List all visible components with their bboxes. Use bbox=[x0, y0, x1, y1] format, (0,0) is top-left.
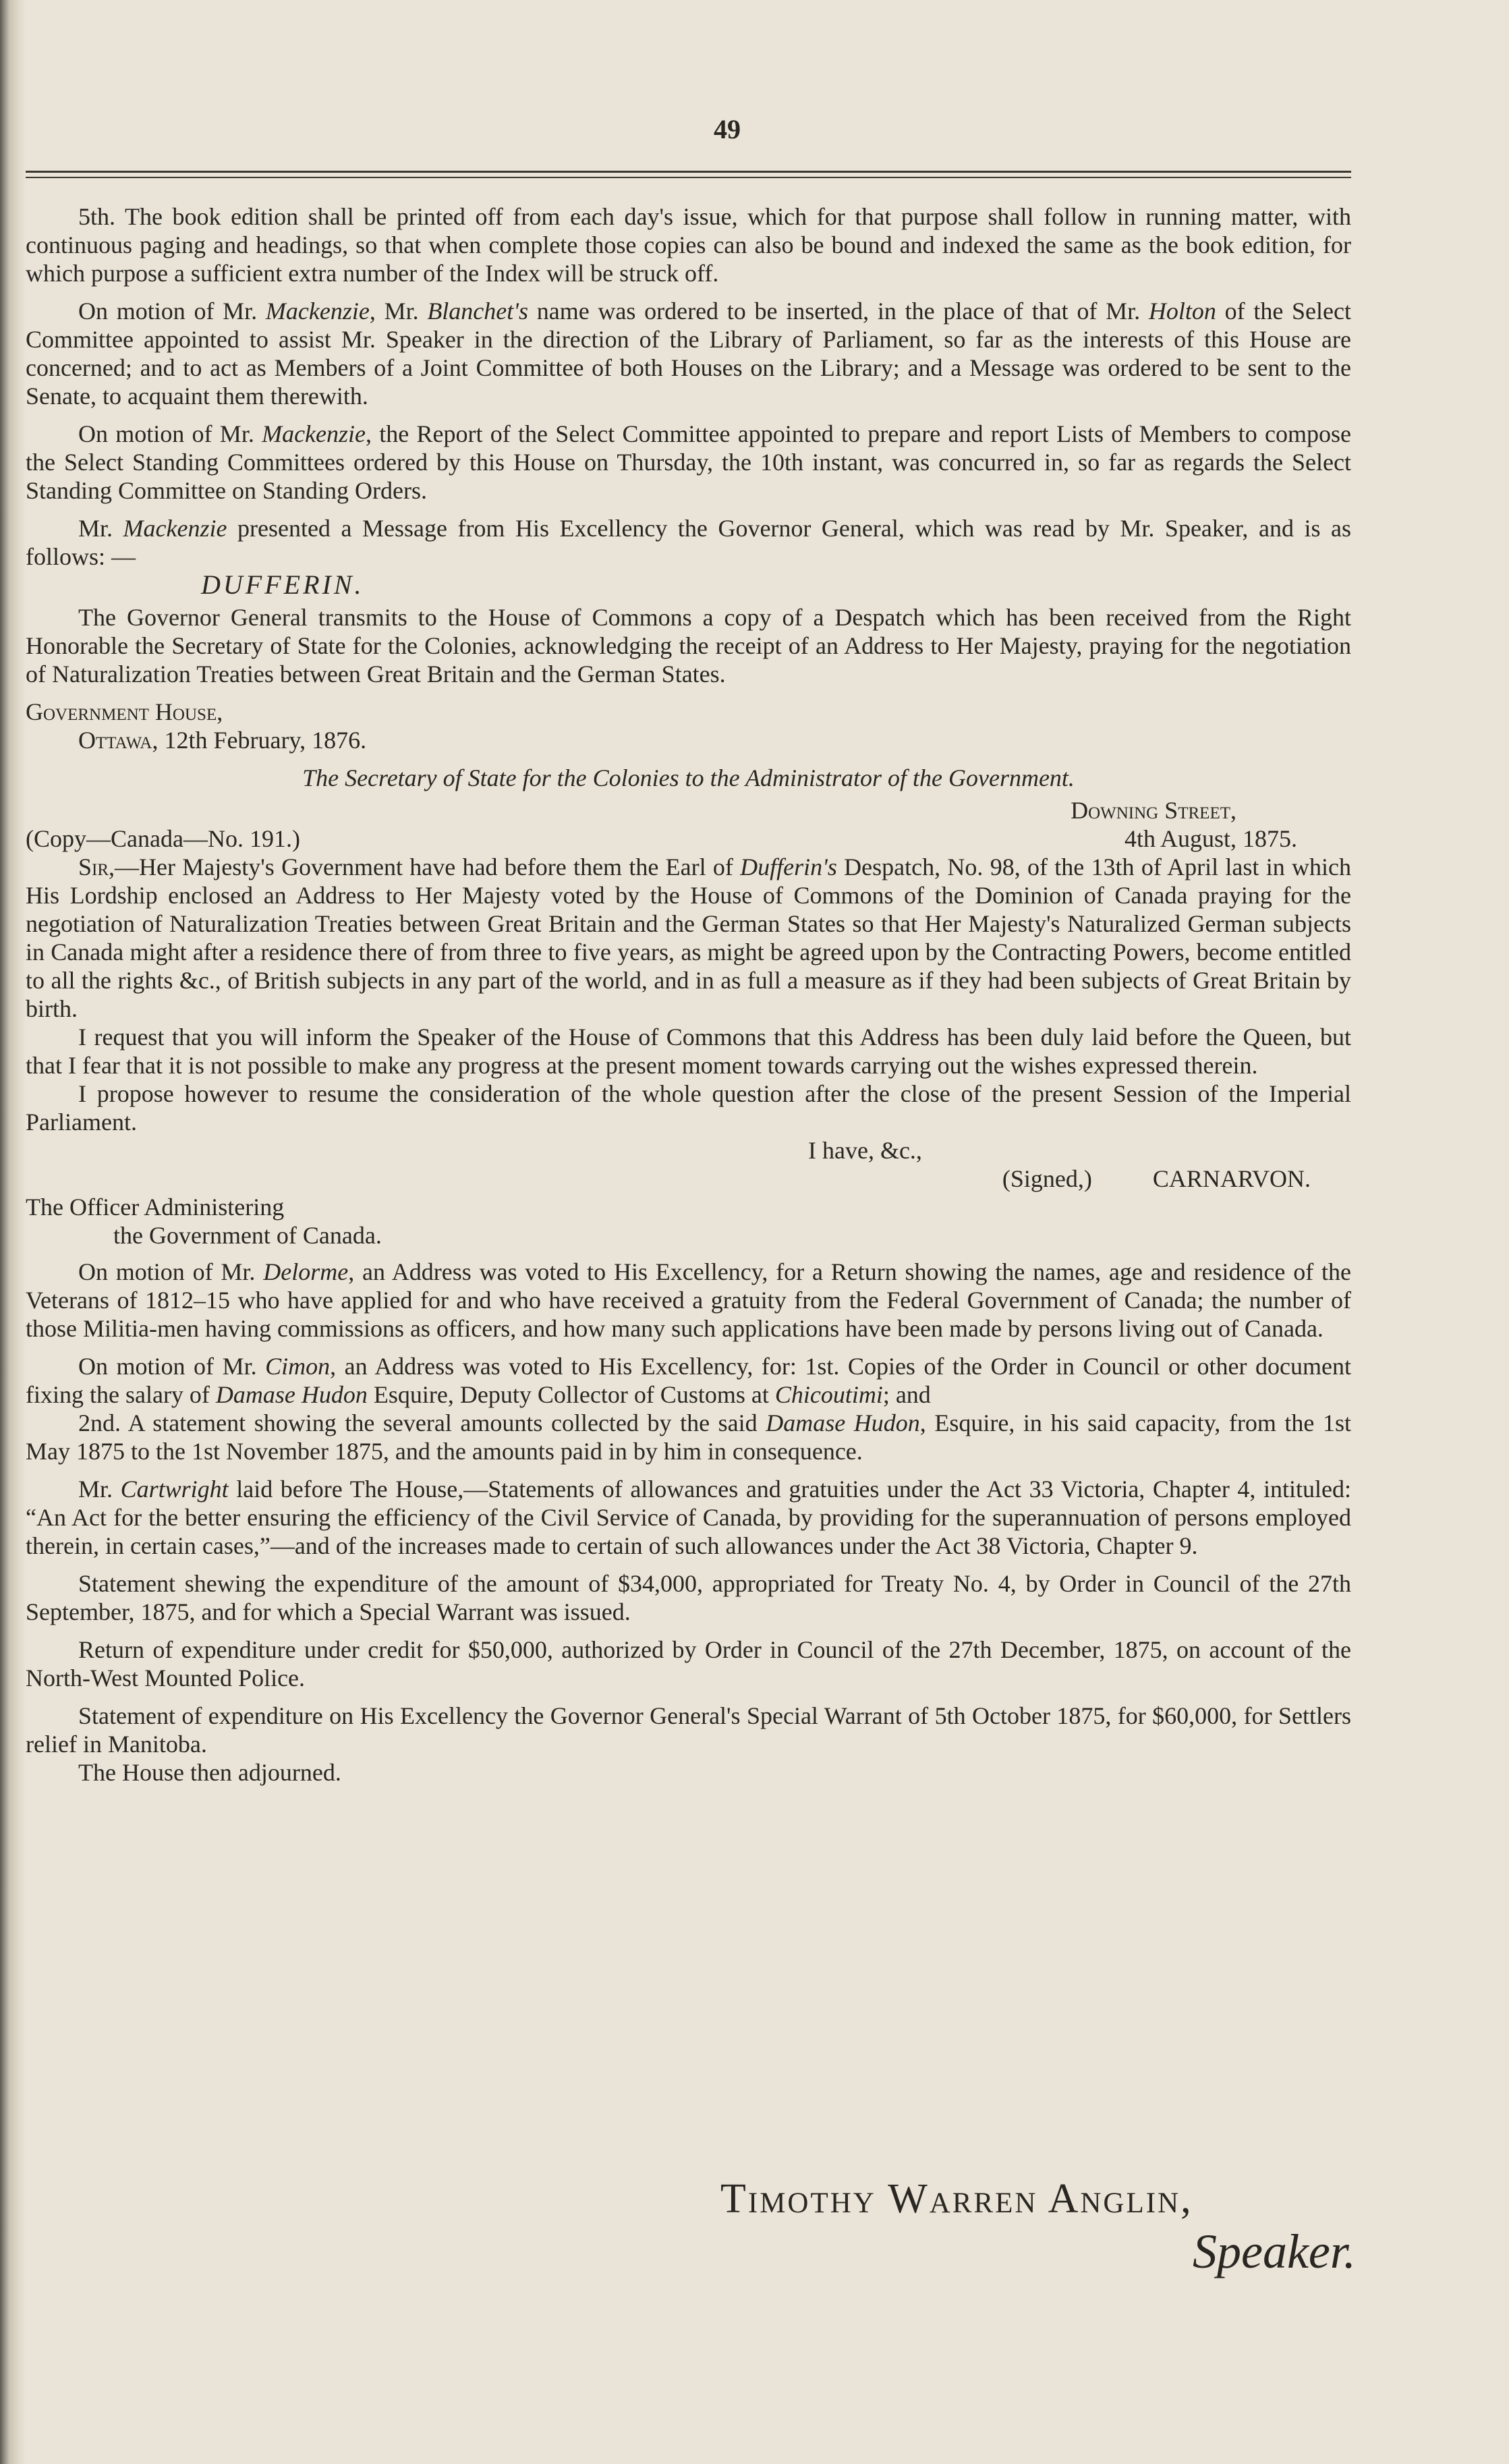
officer-line-2: the Government of Canada. bbox=[113, 1222, 382, 1249]
paragraph-standing-committees: On motion of Mr. Mackenzie, the Report of the Select Committee appointed to prepare and report Lists of Members to compose the Select Standing Committees ordered by this House on Thursday, the 10th instant, was concurred in, so far as regards the Select Standing Committee on Standing Orders. bbox=[26, 420, 1351, 504]
carnarvon-signature: CARNARVON. bbox=[1152, 1165, 1311, 1192]
paragraph-message-body: The Governor General transmits to the House of Commons a copy of a Despatch which has been received from the Right Honorable the Secretary of State for the Colonies, acknowledging the receipt of an Address to Her Majesty, praying for the negotiation of Naturalization Treaties between Great Britain and the German States. bbox=[26, 604, 1351, 688]
speaker-title: Speaker. bbox=[1193, 2224, 1356, 2278]
paragraph-cimon-2nd: 2nd. A statement showing the several amounts collected by the said Damase Hudon, Esquire, in his said capacity, from the 1st May 1875 to the 1st November 1875, and the amounts paid in by him in consequence. bbox=[26, 1409, 1351, 1465]
paragraph-message: Mr. Mackenzie presented a Message from His Excellency the Governor General, which was read by Mr. Speaker, and is as follows: — bbox=[26, 515, 1351, 570]
despatch-date: 4th August, 1875. bbox=[1124, 825, 1297, 852]
date-line: Ottawa, 12th February, 1876. bbox=[78, 727, 367, 754]
despatch-paragraph-3: I propose however to resume the consideration of the whole question after the close of the present Session of the Imperial Parliament. bbox=[26, 1080, 1351, 1136]
paragraph-manitoba-statement: Statement of expenditure on His Excellency the Governor General's Special Warrant of 5th October 1875, for $60,000, for Settlers relief in Manitoba. bbox=[26, 1702, 1351, 1758]
speaker-name: Timothy Warren Anglin, bbox=[720, 2176, 1193, 2222]
journal-text bbox=[26, 202, 1351, 1795]
speaker-signature-block bbox=[720, 2173, 1356, 2278]
copy-date-row bbox=[26, 824, 1351, 853]
despatch-paragraph-1: Sir,—Her Majesty's Government have had before them the Earl of Dufferin's Despatch, No. 98, of the 13th of April last in which His Lordship enclosed an Address to Her Majesty voted by the House of Commons of the Dominion of Canada praying for the negotiation of Naturalization Treaties between Great Britain and the German States so that Her Majesty's Naturalized German subjects in Canada might after a residence there of from three to five years, as might be agreed upon by the Contracting Powers, become entitled to all the rights &c., of British subjects in any part of the world, and in as full a measure as if they had been subjects of Great Britain by birth. bbox=[26, 853, 1351, 1022]
paragraph-adjourned: The House then adjourned. bbox=[78, 1759, 341, 1786]
dufferin-signature: DUFFERIN. bbox=[201, 569, 364, 600]
header-rule-thin bbox=[26, 177, 1351, 178]
paragraph-library-committee: On motion of Mr. Mackenzie, Mr. Blanchet's name was ordered to be inserted, in the place of that of Mr. Holton of the Select Committee appointed to assist Mr. Speaker in the direction of the Library of Parliament, so far as the interests of this House are concerned; and to act as Members of a Joint Committee of both Houses on the Library; and a Message was ordered to be sent to the Senate, to acquaint them therewith. bbox=[26, 298, 1351, 410]
paragraph-5th: 5th. The book edition shall be printed off from each day's issue, which for that purpose shall follow in running matter, with continuous paging and headings, so that when complete those copies can also be bound and indexed the same as the book edition, for which purpose a sufficient extra number of the Index will be struck off. bbox=[26, 203, 1351, 287]
paragraph-cartwright: Mr. Cartwright laid before The House,—Statements of allowances and gratuities under the Act 33 Victoria, Chapter 4, intituled: “An Act for the better ensuring the efficiency of the Civil Service of Canada, by providing for the superannuation of persons employed therein, in certain cases,”—and of the increases made to certain of such allowances under the Act 38 Victoria, Chapter 9. bbox=[26, 1476, 1351, 1559]
paragraph-police-return: Return of expenditure under credit for $50,000, authorized by Order in Council of the 27th December, 1875, on account of the North-West Mounted Police. bbox=[26, 1636, 1351, 1691]
journal-page bbox=[26, 0, 1449, 2464]
page-number: 49 bbox=[714, 114, 741, 144]
header-rule bbox=[26, 171, 1351, 173]
i-have-line: I have, &c., bbox=[808, 1137, 922, 1164]
paragraph-delorme: On motion of Mr. Delorme, an Address was voted to His Excellency, for a Return showing the names, age and residence of the Veterans of 1812–15 who have applied for and who have received a gratuity from the Federal Government of Canada; the number of those Militia-men having commissions as officers, and how many such applications have been made by persons living out of Canada. bbox=[26, 1258, 1351, 1342]
place-line: Government House, bbox=[26, 698, 223, 725]
paragraph-cimon: On motion of Mr. Cimon, an Address was voted to His Excellency, for: 1st. Copies of the Order in Council or other document fixing the salary of Damase Hudon Esquire, Deputy Collector of Customs at Chicoutimi; and bbox=[26, 1353, 1351, 1408]
downing-street: Downing Street, bbox=[1071, 797, 1236, 824]
despatch-heading: The Secretary of State for the Colonies to the Administrator of the Government. bbox=[302, 764, 1075, 791]
signed-line: (Signed,) CARNARVON. bbox=[1002, 1165, 1311, 1192]
officer-line-1: The Officer Administering bbox=[26, 1194, 285, 1221]
copy-reference: (Copy—Canada—No. 191.) bbox=[26, 825, 300, 852]
despatch-paragraph-2: I request that you will inform the Speaker of the House of Commons that this Address has been duly laid before the Queen, but that I fear that it is not possible to make any progress at the present moment towards carrying out the wishes expressed therein. bbox=[26, 1024, 1351, 1079]
paragraph-treaty-statement: Statement shewing the expenditure of the amount of $34,000, appropriated for Treaty No. 4, by Order in Council of the 27th September, 1875, and for which a Special Warrant was issued. bbox=[26, 1570, 1351, 1625]
book-binding-edge bbox=[0, 0, 26, 2464]
